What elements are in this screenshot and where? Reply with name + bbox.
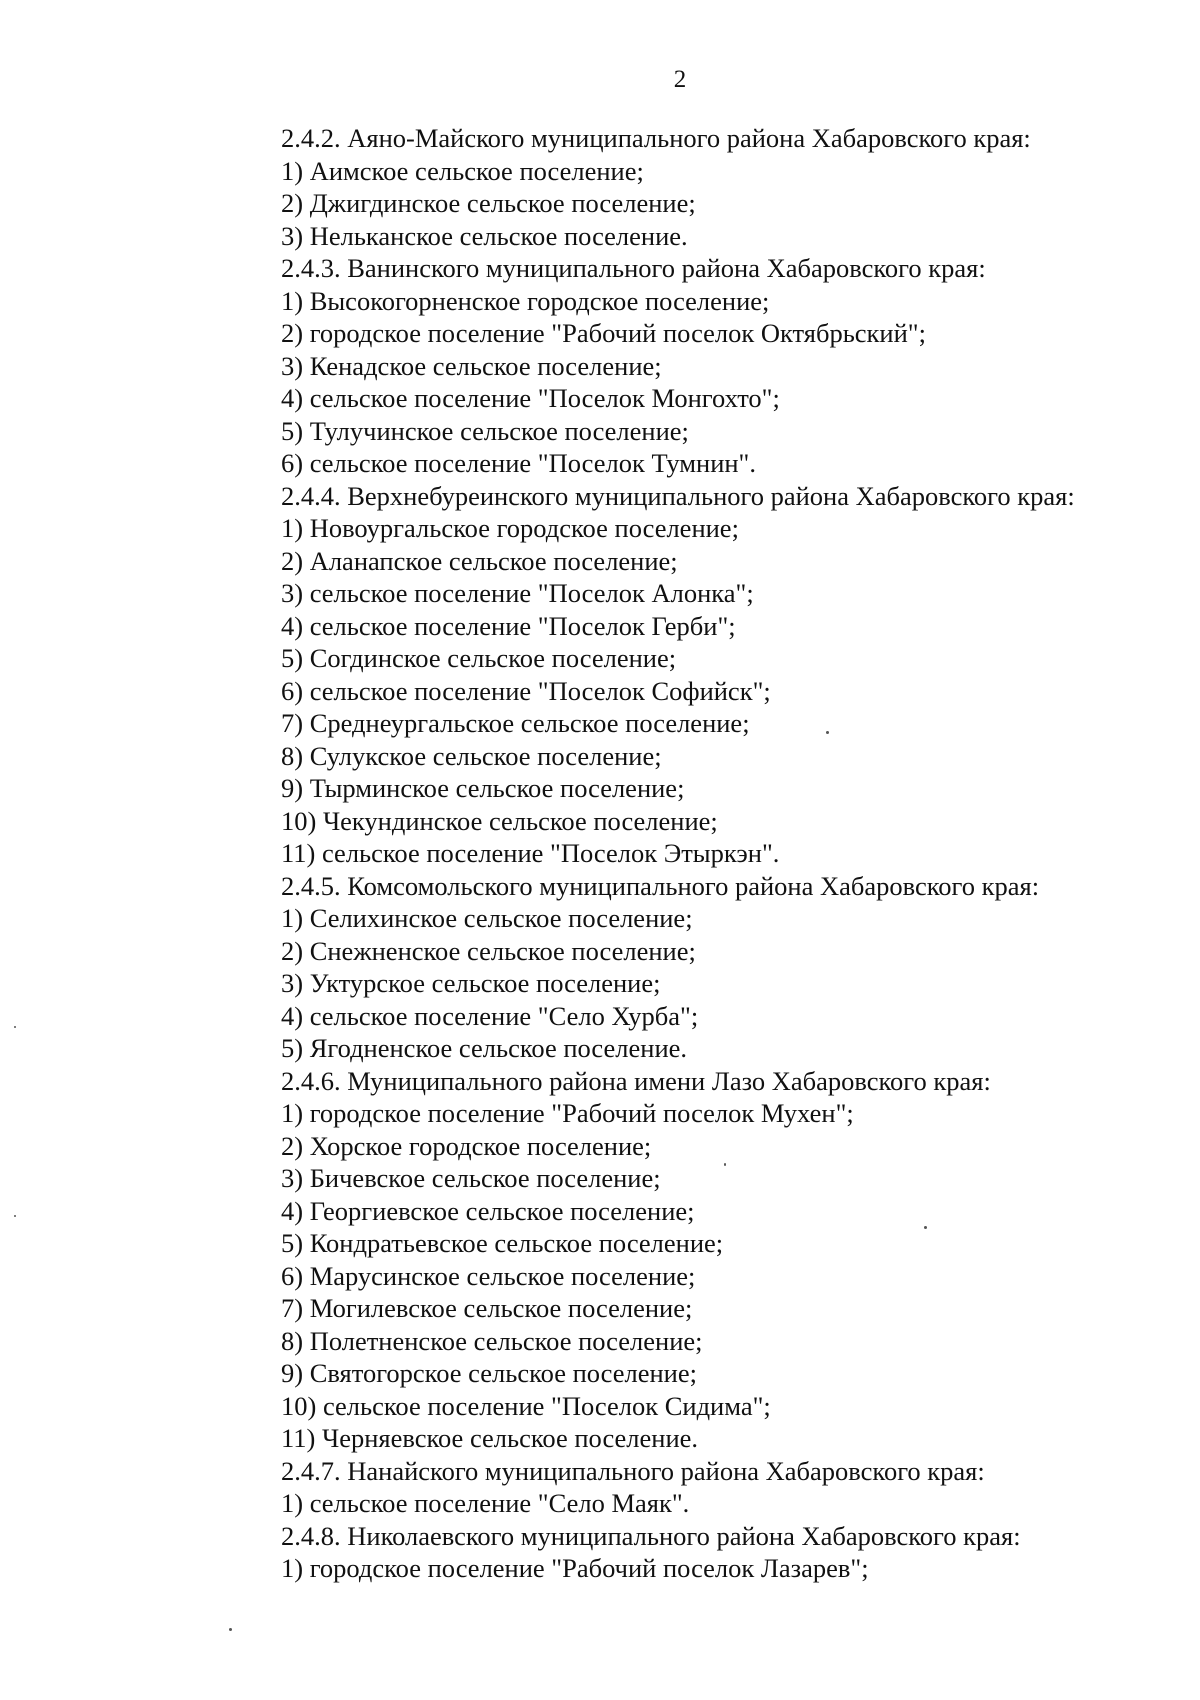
list-item: 10) Чекундинское сельское поселение;: [281, 805, 718, 836]
list-item: 1) Новоургальское городское поселение;: [281, 513, 739, 543]
list-item: 3) Нельканское сельское поселение.: [281, 220, 688, 251]
list-item: 9) Святогорское сельское поселение;: [281, 1358, 697, 1388]
list-item: 5) Согдинское сельское поселение;: [281, 643, 677, 673]
list-item: 6) сельское поселение "Поселок Тумнин".: [281, 448, 756, 478]
section-heading-2-4-5: 2.4.5. Комсомольского муниципального района Хабаровского края:: [281, 870, 1040, 901]
list-item: 3) сельское поселение "Поселок Алонка";: [281, 578, 754, 608]
list-item: 2) Джигдинское сельское поселение;: [281, 188, 696, 218]
document-body: [281, 122, 1181, 1585]
scan-speck: [229, 1628, 232, 1631]
list-item: 1) городское поселение "Рабочий поселок Лазарев";: [281, 1553, 869, 1583]
list-item: 1) Аимское сельское поселение;: [281, 155, 644, 186]
section-heading-2-4-8: 2.4.8. Николаевского муниципального района Хабаровского края:: [281, 1520, 1021, 1551]
list-item: 11) сельское поселение "Поселок Этыркэн".: [281, 838, 780, 868]
list-item: 2) городское поселение "Рабочий поселок Октябрьский";: [281, 318, 926, 348]
list-item: 6) сельское поселение "Поселок Софийск";: [281, 675, 771, 706]
list-item: 2) Хорское городское поселение;: [281, 1130, 652, 1161]
scan-speck: [924, 1226, 927, 1229]
section-heading-2-4-6: 2.4.6. Муниципального района имени Лазо Хабаровского края:: [281, 1065, 991, 1096]
list-item: 4) сельское поселение "Поселок Герби";: [281, 610, 736, 641]
section-heading-2-4-3: 2.4.3. Ванинского муниципального района Хабаровского края:: [281, 253, 986, 283]
scan-speck: [14, 1215, 16, 1217]
list-item: 5) Кондратьевское сельское поселение;: [281, 1228, 724, 1258]
list-item: 1) сельское поселение "Село Маяк".: [281, 1488, 690, 1518]
section-heading-2-4-4: 2.4.4. Верхнебуреинского муниципального района Хабаровского края:: [281, 480, 1075, 511]
list-item: 5) Тулучинское сельское поселение;: [281, 415, 689, 446]
list-item: 6) Марусинское сельское поселение;: [281, 1260, 696, 1291]
list-item: 10) сельское поселение "Поселок Сидима";: [281, 1390, 771, 1421]
list-item: 8) Полетненское сельское поселение;: [281, 1325, 703, 1356]
page-number: 2: [673, 66, 687, 93]
list-item: 4) Георгиевское сельское поселение;: [281, 1195, 695, 1226]
list-item: 1) Селихинское сельское поселение;: [281, 903, 693, 933]
list-item: 1) Высокогорненское городское поселение;: [281, 285, 770, 316]
list-item: 2) Аланапское сельское поселение;: [281, 545, 678, 576]
list-item: 2) Снежненское сельское поселение;: [281, 935, 696, 966]
list-item: 5) Ягодненское сельское поселение.: [281, 1033, 688, 1063]
list-item: 7) Среднеургальское сельское поселение;: [281, 708, 750, 738]
section-heading-2-4-7: 2.4.7. Нанайского муниципального района Хабаровского края:: [281, 1455, 985, 1486]
list-item: 4) сельское поселение "Село Хурба";: [281, 1000, 699, 1031]
list-item: 3) Уктурское сельское поселение;: [281, 968, 661, 998]
list-item: 3) Кенадское сельское поселение;: [281, 350, 662, 381]
section-heading-2-4-2: 2.4.2. Аяно-Майского муниципального района Хабаровского края:: [281, 123, 1031, 153]
list-item: 1) городское поселение "Рабочий поселок Мухен";: [281, 1098, 854, 1128]
list-item: 8) Сулукское сельское поселение;: [281, 740, 662, 771]
list-item: 4) сельское поселение "Поселок Монгохто";: [281, 383, 780, 413]
list-item: 3) Бичевское сельское поселение;: [281, 1163, 661, 1193]
list-item: 11) Черняевское сельское поселение.: [281, 1423, 699, 1453]
scan-speck: [14, 1026, 16, 1028]
list-item: 7) Могилевское сельское поселение;: [281, 1293, 693, 1323]
scan-speck: [826, 731, 829, 734]
scan-speck: [724, 1163, 726, 1166]
list-item: 9) Тырминское сельское поселение;: [281, 773, 685, 803]
